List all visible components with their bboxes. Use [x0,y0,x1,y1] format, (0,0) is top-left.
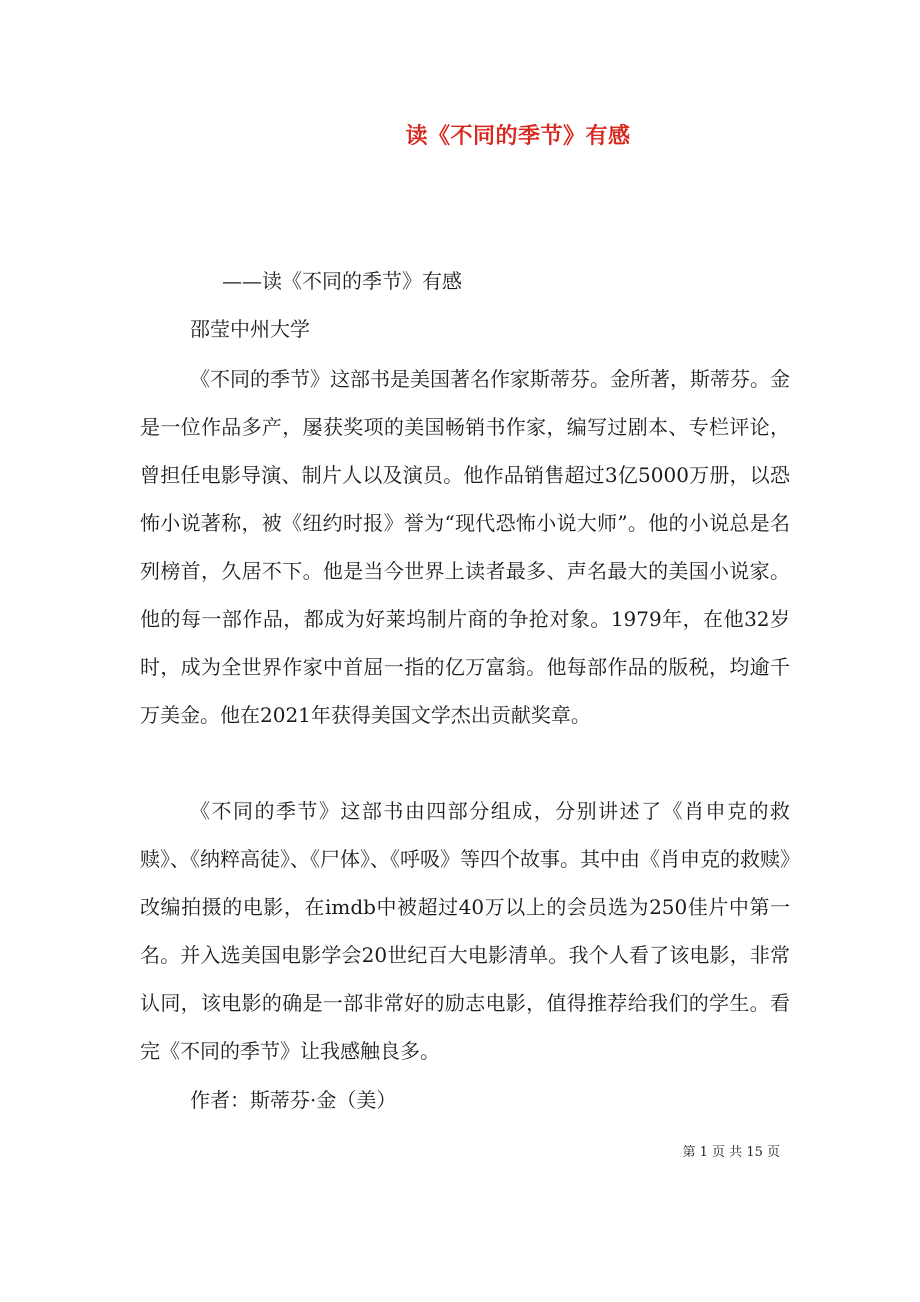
byline: 邵莹中州大学 [190,317,310,341]
page-number: 第 1 页 共 15 页 [682,1145,780,1160]
document-title: 读《不同的季节》有感 [405,123,631,149]
author-note: 作者：斯蒂芬·金（美） [190,1088,397,1112]
body-paragraph-1: 《不同的季节》这部书是美国著名作家斯蒂芬。金所著，斯蒂芬。金是一位作品多产，屡获奖项的美国畅销书作家，编写过剧本、专栏评论，曾担任电影导演、制片人以及演员。他作品销售超过3亿5000万册，以恐怖小说著称，被《纽约时报》誉为“现代恐怖小说大师”。他的小说总是名列榜首，久居不下。他是当今世界上读者最多、声名最大的美国小说家。他的每一部作品，都成为好莱坞制片商的争抢对象。1979年，在他32岁时，成为全世界作家中首屈一指的亿万富翁。他每部作品的版税，均逾千万美金。他在2021年获得美国文学杰出贡献奖章。 [140,367,790,727]
body-paragraph-2: 《不同的季节》这部书由四部分组成，分别讲述了《肖申克的救赎》、《纳粹高徒》、《尸体》、《呼吸》等四个故事。其中由《肖申克的救赎》改编拍摄的电影，在imdb中被超过40万以上的会员选为250佳片中第一名。并入选美国电影学会20世纪百大电影清单。我个人看了该电影，非常认同，该电影的确是一部非常好的励志电影，值得推荐给我们的学生。看完《不同的季节》让我感触良多。 [140,799,790,1063]
document-subtitle: ——读《不同的季节》有感 [222,269,462,293]
